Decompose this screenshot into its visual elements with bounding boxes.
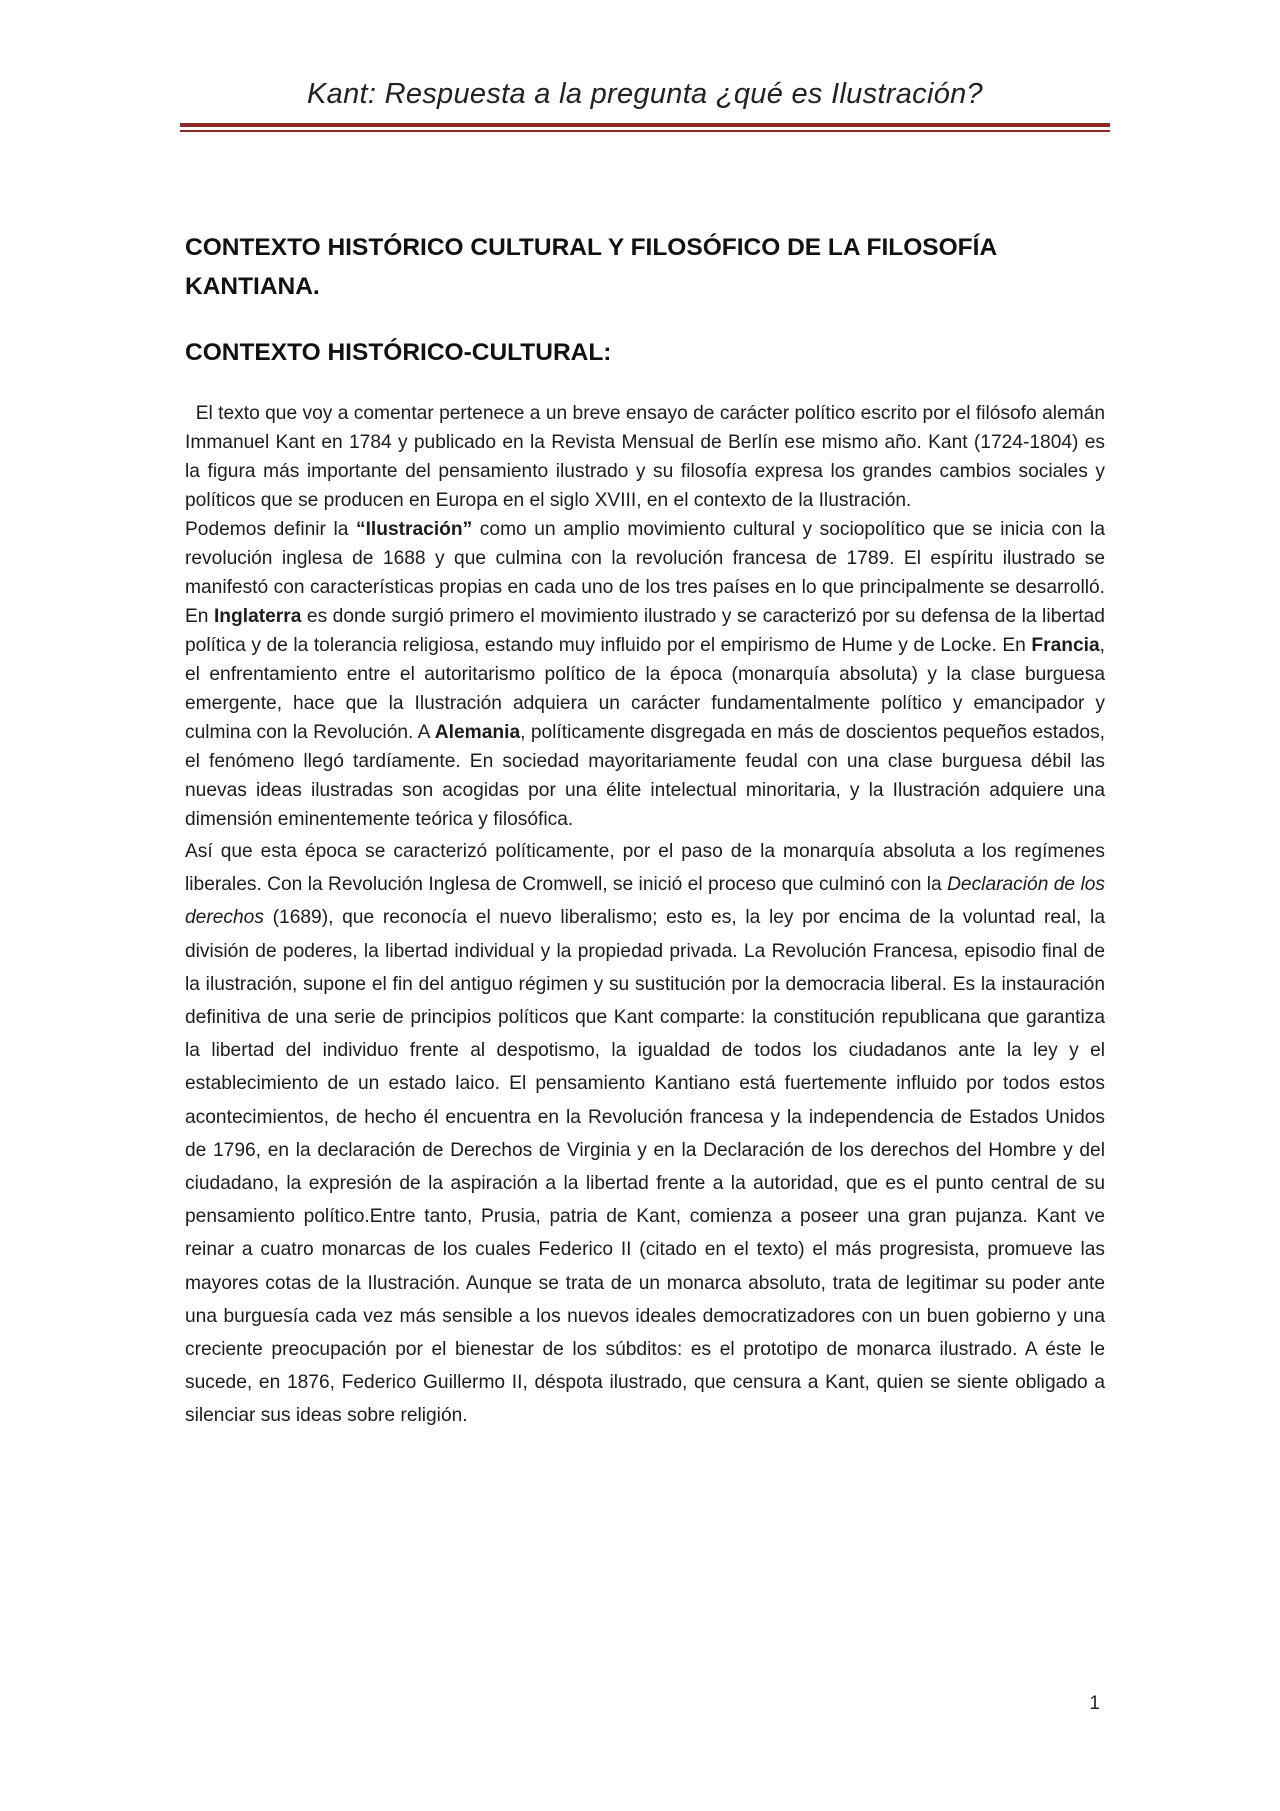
p3-text-2: (1689), que reconocía el nuevo liberalismo; esto es, la ley por encima de la voluntad real, la división de poderes, la libertad individual y la propiedad privada. La Revolución Francesa, episodio final de la ilustración, supone el fin del antiguo régimen y su sustitución por la democracia liberal. Es la instauración definitiva de una serie de principios políticos que Kant comparte: la constitución republicana que garantiza la libertad del individuo frente al despotismo, la igualdad de todos los ciudadanos ante la ley y el establecimiento de un estado laico. El pensamiento Kantiano está fuertemente influido por todos estos acontecimientos, de hecho él encuentra en la Revolución francesa y la independencia de Estados Unidos de 1796, en la declaración de Derechos de Virginia y en la Declaración de los derechos del Hombre y del ciudadano, la expresión de la aspiración a la libertad frente a la autoridad, que es el punto central de su pensamiento político.Entre tanto, Prusia, patria de Kant, comienza a poseer una gran pujanza. Kant ve reinar a cuatro monarcas de los cuales Federico II (citado en el texto) el más progresista, promueve las mayores cotas de la Ilustración. Aunque se trata de un monarca absoluto, trata de legitimar su poder ante una burguesía cada vez más sensible a los nuevos ideales democratizadores con un buen gobierno y una creciente preocupación por el bienestar de los súbditos: es el prototipo de monarca ilustrado. A éste le sucede, en 1876, Federico Guillermo II, déspota ilustrado, que censura a Kant, quien se siente obligado a silenciar sus ideas sobre religión.	[185, 907, 1105, 1427]
running-header: Kant: Respuesta a la pregunta ¿qué es Ilustración?	[307, 78, 983, 110]
term-ilustracion: “Ilustración”	[356, 519, 473, 540]
paragraph-politica	[185, 835, 1105, 1433]
section-title: CONTEXTO HISTÓRICO-CULTURAL:	[185, 339, 612, 366]
paragraph-intro	[185, 399, 1105, 515]
p2-text-4: , el enfrentamiento entre el autoritarismo político de la época (monarquía absoluta) y la clase burguesa emergente, hace que la Ilustración adquiera un carácter fundamentalmente político y emancipador y culmina con la Revolución. A	[185, 635, 1105, 743]
p2-text-1: Podemos definir la	[185, 519, 356, 540]
paragraph-ilustracion	[185, 515, 1105, 834]
paragraph-intro-text: El texto que voy a comentar pertenece a un breve ensayo de carácter político escrito por el filósofo alemán Immanuel Kant en 1784 y publicado en la Revista Mensual de Berlín ese mismo año. Kant (1724-1804) es la figura más importante del pensamiento ilustrado y su filosofía expresa los grandes cambios sociales y políticos que se producen en Europa en el siglo XVIII, en el contexto de la Ilustración.	[185, 403, 1106, 511]
document-body	[185, 228, 1105, 1433]
term-alemania: Alemania	[434, 722, 521, 743]
term-declaracion-derechos: Declaración de los derechos	[185, 874, 1105, 929]
term-francia: Francia	[1031, 635, 1100, 656]
term-inglaterra: Inglaterra	[213, 606, 302, 627]
p2-text-2: como un amplio movimiento cultural y sociopolítico que se inicia con la revolución inglesa de 1688 y que culmina con la revolución francesa de 1789. El espíritu ilustrado se manifestó con características propias en cada uno de los tres países en lo que principalmente se desarrolló. En	[185, 519, 1105, 627]
page-number: 1	[1089, 1693, 1100, 1714]
p3-text-1: Así que esta época se caracterizó políticamente, por el paso de la monarquía absoluta a los regímenes liberales. Con la Revolución Inglesa de Cromwell, se inició el proceso que culminó con la	[185, 841, 1105, 896]
p2-text-3: es donde surgió primero el movimiento ilustrado y se caracterizó por su defensa de la libertad política y de la tolerancia religiosa, estando muy influido por el empirismo de Hume y de Locke. En	[185, 606, 1105, 656]
header-rule-thick	[180, 123, 1110, 127]
document-title: CONTEXTO HISTÓRICO CULTURAL Y FILOSÓFICO DE LA FILOSOFÍA KANTIANA.	[185, 234, 997, 300]
header-rule-thin	[180, 130, 1110, 132]
p2-text-5: , políticamente disgregada en más de doscientos pequeños estados, el fenómeno llegó tardíamente. En sociedad mayoritariamente feudal con una clase burguesa débil las nuevas ideas ilustradas son acogidas por una élite intelectual minoritaria, y la Ilustración adquiere una dimensión eminentemente teórica y filosófica.	[185, 722, 1105, 830]
